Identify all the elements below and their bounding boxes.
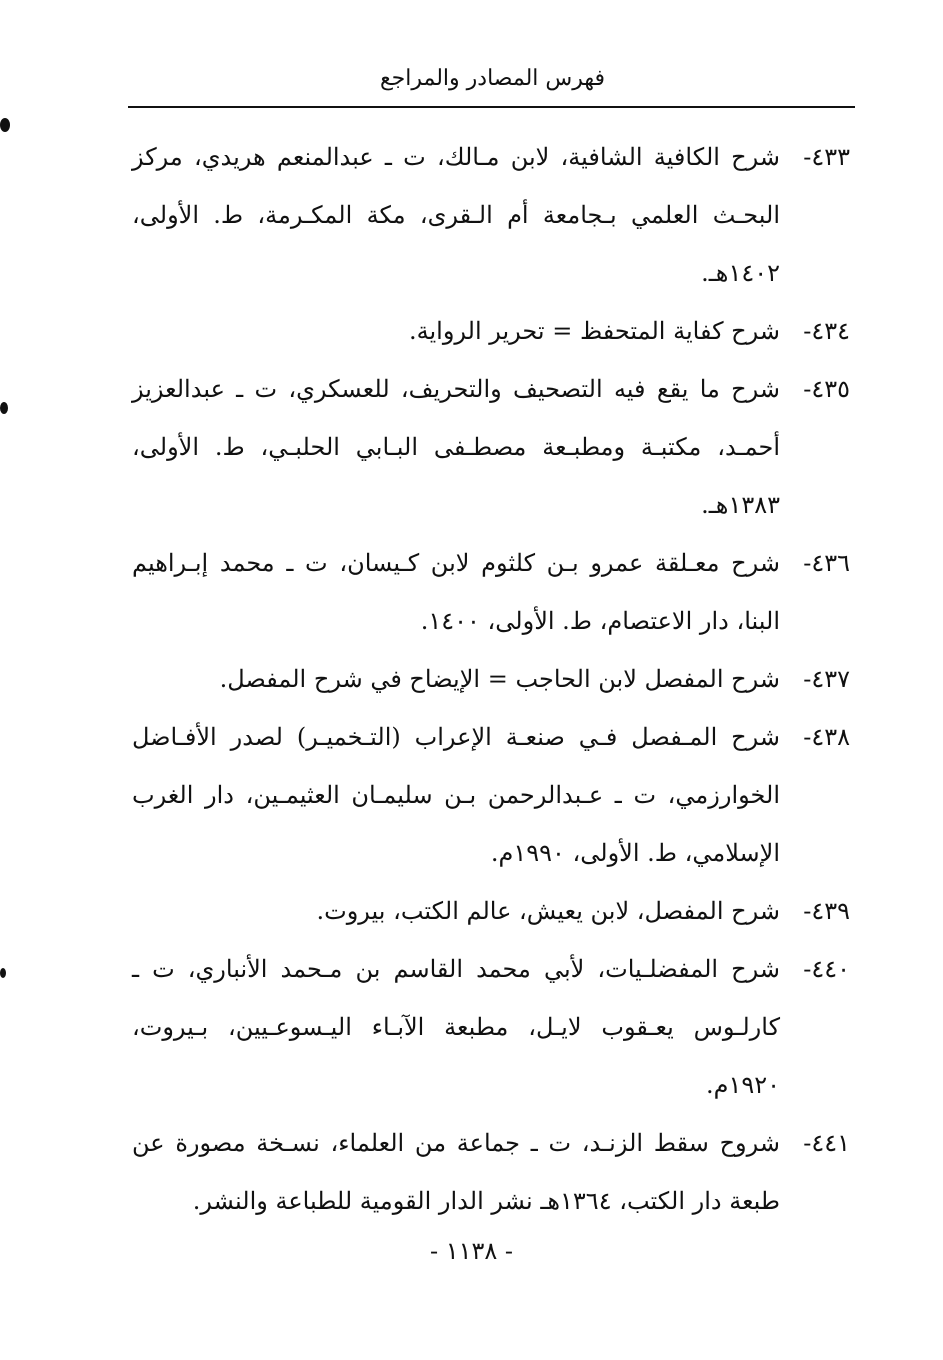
scan-speck (0, 402, 8, 414)
page-header-title: فهرس المصادر والمراجع (379, 66, 606, 91)
bibliography-entry (132, 882, 850, 940)
page-number: - ١١٣٨ - (429, 1237, 514, 1265)
entry-text: شرح المفصل، لابن يعيش، عالم الكتب، بيروت. (316, 897, 780, 925)
scan-speck (0, 968, 6, 978)
entry-number: ٤٣٤- (803, 317, 850, 345)
entry-text: شرح الكافية الشافية، لابن مـالك، ت ـ عبدالمنعم هريدي، مركز البحـث العلمي بـجامعة أم الـقرى، مكة المكـرمة، ط. الأولى، ١٤٠٢هـ. (132, 143, 780, 287)
bibliography-entry (132, 1114, 850, 1230)
bibliography-entry (132, 128, 850, 302)
entry-text: شرح كفاية المتحفظ = تحرير الرواية. (408, 317, 780, 345)
bibliography-entry (132, 650, 850, 708)
entry-text: شرح المفضلـيات، لأبي محمد القاسم بن مـحمد الأنباري، ت ـ كارلـوس يعـقوب لايـل، مطبعة الآبـاء اليـسوعـيين، بـيروت، ١٩٢٠م. (132, 955, 780, 1099)
entry-number: ٤٤١- (803, 1129, 850, 1157)
entry-number: ٤٣٥- (803, 375, 850, 403)
bibliography-list (132, 128, 850, 1230)
entry-number: ٤٤٠- (803, 955, 850, 983)
entry-text: شرح المفصل لابن الحاجب = الإيضاح في شرح المفصل. (219, 665, 780, 693)
entry-number: ٤٣٩- (803, 897, 850, 925)
entry-number: ٤٣٦- (803, 549, 850, 577)
bibliography-entry (132, 360, 850, 534)
scan-speck (0, 118, 10, 132)
entry-text: شرح معـلقة عمرو بـن كلثوم لابن كـيسان، ت ـ محمد إبـراهيم البنا، دار الاعتصام، ط. الأولى، ١٤٠٠. (132, 549, 780, 635)
bibliography-entry (132, 940, 850, 1114)
entry-text: شروح سقط الزنـد، ت ـ جماعة من العلماء، نسـخة مصورة عن طبعة دار الكتب، ١٣٦٤هـ نشر الدار القومية للطباعة والنشر. (132, 1129, 781, 1215)
entry-text: شرح المـفصل فـي صنعـة الإعراب (التـخميـر) لصدر الأفـاضل الخوارزمي، ت ـ عـبدالرحمن بـن سليمـان العثيمـين، دار الغرب الإسلامي، ط. الأولى، ١٩٩٠م. (132, 723, 780, 867)
header-divider (128, 106, 855, 108)
bibliography-entry (132, 302, 850, 360)
bibliography-entry (132, 708, 850, 882)
entry-number: ٤٣٨- (803, 723, 850, 751)
entry-number: ٤٣٧- (803, 665, 850, 693)
bibliography-entry (132, 534, 850, 650)
entry-number: ٤٣٣- (803, 143, 850, 171)
entry-text: شرح ما يقع فيه التصحيف والتحريف، للعسكري، ت ـ عبدالعزيز أحمـد، مكتبـة ومطبـعة مصطـفى البـابي الحلبـي، ط. الأولى، ١٣٨٣هـ. (132, 375, 780, 519)
